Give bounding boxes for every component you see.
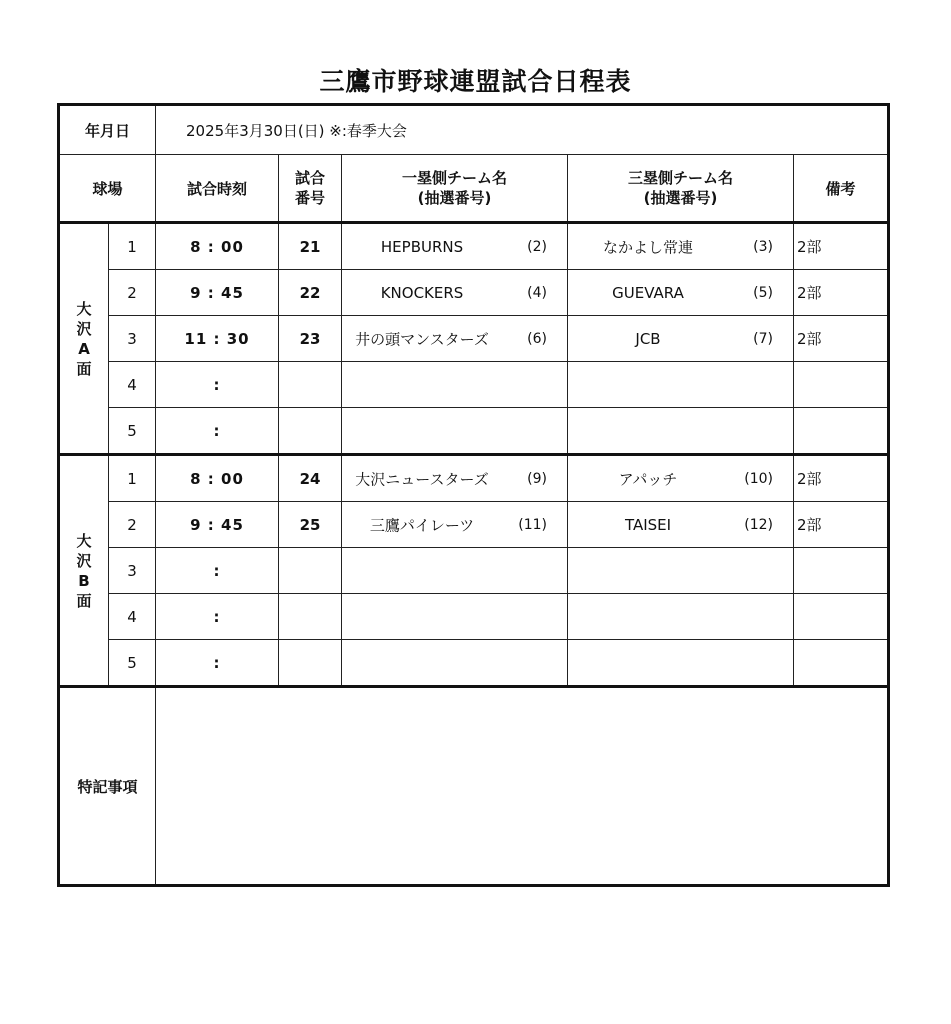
- game-row: [59, 455, 889, 502]
- first-base-team: [342, 362, 568, 408]
- slot-number: 2: [109, 502, 156, 548]
- third-team-draw: (12): [744, 516, 774, 533]
- game-number: [279, 408, 342, 455]
- first-base-team: [342, 316, 568, 362]
- first-base-team: [342, 640, 568, 687]
- third-team-draw: (10): [744, 470, 774, 487]
- field-name: [59, 455, 109, 687]
- header-first-base-line2: (抽選番号): [417, 189, 492, 207]
- third-team-name: TAISEI: [624, 515, 672, 534]
- field-name-char: 面: [76, 359, 92, 378]
- header-third-base-line2: (抽選番号): [643, 189, 718, 207]
- slot-number: 5: [109, 408, 156, 455]
- game-row: [59, 640, 889, 687]
- third-base-team: [568, 594, 794, 640]
- notes-label: 特記事項: [59, 687, 156, 886]
- header-game-no: [279, 155, 342, 223]
- game-time: :: [156, 548, 279, 594]
- game-row: [59, 502, 889, 548]
- third-base-team: [568, 548, 794, 594]
- notes-row: [59, 687, 889, 886]
- first-team-name: 三鷹パイレーツ: [369, 516, 475, 534]
- remark: [794, 548, 889, 594]
- game-time: :: [156, 594, 279, 640]
- remark: [794, 640, 889, 687]
- game-number: [279, 594, 342, 640]
- game-time: :: [156, 362, 279, 408]
- remark: 2部: [794, 223, 889, 270]
- date-value: 2025年3月30日(日) ※:春季大会: [156, 105, 889, 155]
- game-number: 24: [279, 455, 342, 502]
- game-row: [59, 270, 889, 316]
- game-number: [279, 362, 342, 408]
- header-game-no-line2: 番号: [295, 189, 326, 207]
- game-row: [59, 594, 889, 640]
- third-team-name: JCB: [635, 329, 661, 348]
- game-row: [59, 548, 889, 594]
- header-first-base: [342, 155, 568, 223]
- slot-number: 3: [109, 548, 156, 594]
- first-base-team: [342, 594, 568, 640]
- field-name-char: 大: [76, 299, 92, 318]
- third-base-team: [568, 408, 794, 455]
- game-number: [279, 548, 342, 594]
- game-row: [59, 362, 889, 408]
- game-time: :: [156, 640, 279, 687]
- third-base-team: [568, 270, 794, 316]
- slot-number: 4: [109, 594, 156, 640]
- remark: [794, 408, 889, 455]
- slot-number: 3: [109, 316, 156, 362]
- game-time: 8 : 00: [156, 223, 279, 270]
- third-base-team: [568, 316, 794, 362]
- header-remarks: 備考: [794, 155, 889, 223]
- game-number: 22: [279, 270, 342, 316]
- third-base-team: [568, 455, 794, 502]
- field-name: [59, 223, 109, 455]
- third-base-team: [568, 502, 794, 548]
- game-time: :: [156, 408, 279, 455]
- header-time: 試合時刻: [156, 155, 279, 223]
- third-team-draw: (5): [753, 284, 774, 301]
- game-row: [59, 408, 889, 455]
- date-row: [59, 105, 889, 155]
- remark: 2部: [794, 316, 889, 362]
- game-time: 9 : 45: [156, 502, 279, 548]
- game-time: 9 : 45: [156, 270, 279, 316]
- first-base-team: [342, 548, 568, 594]
- third-team-name: アパッチ: [618, 470, 678, 488]
- header-third-base: [568, 155, 794, 223]
- header-row: [59, 155, 889, 223]
- field-name-char: 沢: [76, 319, 92, 338]
- first-base-team: [342, 455, 568, 502]
- game-time: 11 : 30: [156, 316, 279, 362]
- remark: [794, 362, 889, 408]
- header-game-no-line1: 試合: [295, 169, 326, 187]
- slot-number: 5: [109, 640, 156, 687]
- field-name-char: B: [78, 571, 90, 590]
- third-team-draw: (3): [753, 238, 774, 255]
- date-label: 年月日: [59, 105, 156, 155]
- game-number: 25: [279, 502, 342, 548]
- first-base-team: [342, 408, 568, 455]
- third-team-name: GUEVARA: [612, 283, 684, 302]
- slot-number: 1: [109, 223, 156, 270]
- first-team-draw: (6): [527, 330, 548, 347]
- third-base-team: [568, 640, 794, 687]
- slot-number: 2: [109, 270, 156, 316]
- third-team-name: なかよし常連: [603, 238, 694, 256]
- first-team-draw: (11): [518, 516, 548, 533]
- slot-number: 1: [109, 455, 156, 502]
- remark: 2部: [794, 455, 889, 502]
- remark: 2部: [794, 270, 889, 316]
- remark: 2部: [794, 502, 889, 548]
- header-third-base-line1: 三塁側チーム名: [628, 169, 734, 187]
- remark: [794, 594, 889, 640]
- first-base-team: [342, 502, 568, 548]
- header-field: 球場: [59, 155, 156, 223]
- field-name-char: 大: [76, 531, 92, 550]
- game-number: 21: [279, 223, 342, 270]
- third-base-team: [568, 362, 794, 408]
- game-number: 23: [279, 316, 342, 362]
- schedule-table: [57, 103, 890, 887]
- field-name-char: A: [78, 339, 90, 358]
- first-team-draw: (4): [527, 284, 548, 301]
- field-name-char: 面: [76, 591, 92, 610]
- game-row: [59, 223, 889, 270]
- slot-number: 4: [109, 362, 156, 408]
- first-team-draw: (2): [527, 238, 548, 255]
- third-base-team: [568, 223, 794, 270]
- first-team-name: 大沢ニュースターズ: [355, 470, 489, 488]
- field-name-char: 沢: [76, 551, 92, 570]
- game-row: [59, 316, 889, 362]
- first-team-name: HEPBURNS: [380, 237, 464, 256]
- first-team-name: KNOCKERS: [380, 283, 464, 302]
- first-base-team: [342, 223, 568, 270]
- first-team-draw: (9): [527, 470, 548, 487]
- notes-area: [156, 687, 889, 886]
- third-team-draw: (7): [753, 330, 774, 347]
- first-base-team: [342, 270, 568, 316]
- page-title: 三鷹市野球連盟試合日程表: [319, 67, 632, 96]
- first-team-name: 井の頭マンスターズ: [355, 330, 489, 348]
- game-number: [279, 640, 342, 687]
- header-first-base-line1: 一塁側チーム名: [402, 169, 508, 187]
- game-time: 8 : 00: [156, 455, 279, 502]
